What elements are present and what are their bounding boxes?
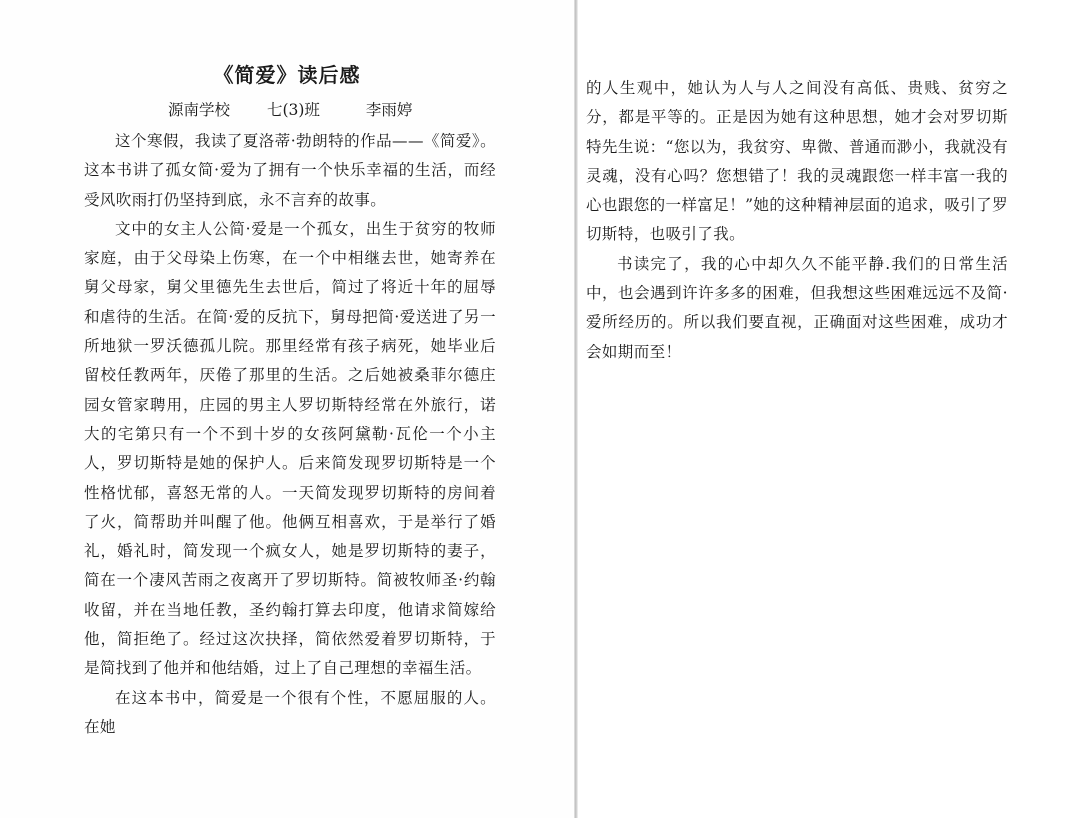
paragraph: 在这本书中，简爱是一个很有个性，不愿屈服的人。在她 [84, 688, 496, 736]
paragraph: 文中的女主人公简·爱是一个孤女，出生于贫穷的牧师家庭，由于父母染上伤寒，在一个中相继去世，她寄养在舅父母家，舅父里德先生去世后，简过了将近十年的屈辱和虐待的生活。在简·爱的反抗下，舅母把简·爱送进了另一所地狱一罗沃德孤儿院。那里经常有孩子病死，她毕业后留校任教两年，厌倦了那里的生活。之后她被桑菲尔德庄园女管家聘用，庄园的男主人罗切斯特经常在外旅行，诺大的宅第只有一个不到十岁的女孩阿黛勒·瓦伦一个小主人，罗切斯特是她的保护人。后来简发现罗切斯特是一个性格忧郁，喜怒无常的人。一天简发现罗切斯特的房间着了火，简帮助并叫醒了他。他俩互相喜欢，于是举行了婚礼，婚礼时，简发现一个疯女人，她是罗切斯特的妻子，简在一个凄风苦雨之夜离开了罗切斯特。简被牧师圣·约翰收留，并在当地任教，圣约翰打算去印度，他请求简嫁给他，简拒绝了。经过这次抉择，简依然爱着罗切斯特，于是简找到了他并和他结婚，过上了自己理想的幸福生活。 [84, 219, 496, 678]
byline-school: 源南学校 [168, 101, 231, 119]
right-page-body [586, 74, 1008, 367]
byline-author: 李雨婷 [365, 101, 413, 119]
byline-class: 七(3)班 [266, 101, 320, 119]
essay-title: 《简爱》读后感 [213, 63, 361, 87]
paragraph: 这个寒假，我读了夏洛蒂·勃朗特的作品——《简爱》。这本书讲了孤女简·爱为了拥有一个快乐幸福的生活，而经受风吹雨打仍坚持到底，永不言弃的故事。 [84, 132, 496, 209]
left-page-body [84, 127, 496, 742]
byline [168, 98, 412, 122]
paragraph: 书读完了，我的心中却久久不能平静.我们的日常生活中，也会遇到许许多多的困难，但我想这些困难远远不及简·爱所经历的。所以我们要直视，正确面对这些困难，成功才会如期而至！ [586, 254, 1008, 361]
paragraph-continuation: 的人生观中，她认为人与人之间没有高低、贵贱、贫穷之分，都是平等的。正是因为她有这种思想，她才会对罗切斯特先生说：“您以为，我贫穷、卑微、普通而渺小，我就没有灵魂，没有心吗？您想错了！我的灵魂跟您一样丰富一我的心也跟您的一样富足！”她的这种精神层面的追求，吸引了罗切斯特，也吸引了我。 [586, 79, 1008, 244]
